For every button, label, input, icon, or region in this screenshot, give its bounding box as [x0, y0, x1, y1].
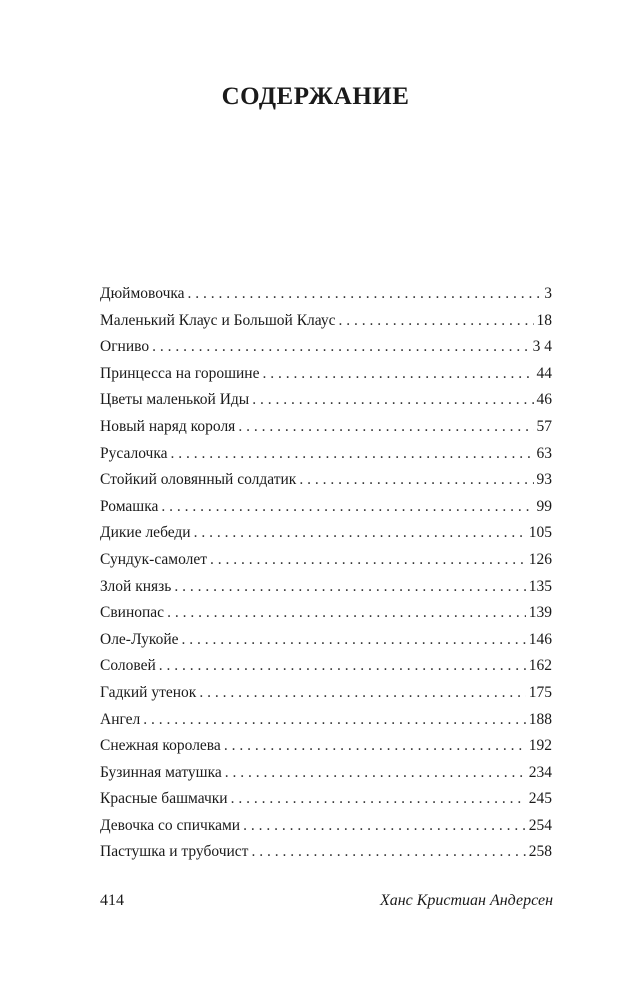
toc-entry: [100, 441, 552, 468]
toc-entry-title: Девочка со спичками: [100, 816, 241, 834]
toc-leader-dots: [251, 839, 525, 866]
toc-entry: [100, 467, 552, 494]
toc-entry: [100, 414, 552, 441]
toc-entry: [100, 520, 552, 547]
toc-entry-title: Русалочка: [100, 444, 168, 462]
toc-leader-dots: [174, 574, 525, 601]
toc-leader-dots: [182, 627, 526, 654]
toc-leader-dots: [161, 494, 533, 521]
toc-entry-page: 63: [536, 444, 552, 462]
toc-entry-page: 99: [536, 497, 552, 515]
toc-entry: [100, 361, 552, 388]
toc-entry-title: Ангел: [100, 710, 141, 728]
toc-leader-dots: [339, 308, 534, 335]
toc-entry-title: Свинопас: [100, 604, 165, 622]
toc-entry-page: 3 4: [532, 338, 552, 356]
toc-entry-page: 126: [528, 550, 552, 568]
toc-entry-title: Ромашка: [100, 497, 159, 515]
toc-entry-title: Принцесса на горошине: [100, 364, 260, 382]
toc-entry-page: 162: [528, 657, 552, 675]
toc-entry-page: 57: [536, 417, 552, 435]
toc-entry: [100, 627, 552, 654]
toc-entry-page: 146: [528, 630, 552, 648]
toc-leader-dots: [231, 786, 526, 813]
toc-leader-dots: [243, 813, 526, 840]
toc-leader-dots: [225, 760, 526, 787]
toc-leader-dots: [262, 361, 533, 388]
toc-leader-dots: [152, 334, 530, 361]
toc-entry-title: Злой князь: [100, 577, 172, 595]
toc-leader-dots: [159, 653, 526, 680]
toc-entry-page: 175: [528, 683, 552, 701]
toc-entry: [100, 680, 552, 707]
toc-entry-page: 192: [528, 737, 552, 755]
toc-leader-dots: [252, 387, 533, 414]
toc-entry-title: Пастушка и трубочист: [100, 843, 249, 861]
toc-entry-page: 3: [544, 285, 552, 302]
toc-leader-dots: [238, 414, 533, 441]
toc-entry-title: Дикие лебеди: [100, 524, 191, 542]
toc-entry-page: 188: [528, 710, 552, 728]
toc-leader-dots: [194, 520, 526, 547]
toc-entry-title: Маленький Клаус и Большой Клаус: [100, 311, 336, 329]
toc-leader-dots: [199, 680, 525, 707]
page-title: СОДЕРЖАНИЕ: [221, 83, 410, 110]
toc-leader-dots: [224, 733, 526, 760]
toc-leader-dots: [299, 467, 533, 494]
toc-entry-page: 18: [536, 311, 552, 329]
toc-entry: [100, 786, 552, 813]
toc-entry-title: Стойкий оловянный солдатик: [100, 471, 297, 489]
toc-leader-dots: [143, 707, 525, 734]
toc-entry-title: Бузинная матушка: [100, 763, 222, 781]
toc-entry-page: 105: [528, 524, 552, 542]
toc-entry-title: Гадкий утенок: [100, 683, 197, 701]
toc-entry-title: Сундук-самолет: [100, 550, 208, 568]
toc-entry-page: 245: [528, 790, 552, 808]
toc-entry: [100, 308, 552, 335]
toc-entry-title: Соловей: [100, 657, 156, 675]
toc-entry-page: 93: [536, 471, 552, 489]
toc-entry: [100, 813, 552, 840]
toc-entry-title: Дюймовочка: [100, 285, 185, 302]
toc-entry-title: Красные башмачки: [100, 790, 228, 808]
toc-leader-dots: [188, 281, 542, 308]
toc-entry: [100, 707, 552, 734]
toc-entry-title: Снежная королева: [100, 737, 221, 755]
footer-author: Ханс Кристиан Андерсен: [379, 892, 553, 909]
toc-entry: [100, 574, 552, 601]
toc-entry: [100, 653, 552, 680]
toc-leader-dots: [171, 441, 534, 468]
toc-entry: [100, 334, 552, 361]
toc-entry: [100, 494, 552, 521]
toc-entry: [100, 733, 552, 760]
table-of-contents: [100, 281, 552, 866]
toc-entry-page: 254: [528, 816, 552, 834]
toc-entry: [100, 760, 552, 787]
toc-entry-title: Цветы маленькой Иды: [100, 391, 250, 409]
footer-page-number: 414: [100, 892, 124, 909]
toc-entry-page: 139: [528, 604, 552, 622]
toc-entry: [100, 600, 552, 627]
toc-entry: [100, 547, 552, 574]
toc-entry-page: 234: [528, 763, 552, 781]
toc-leader-dots: [210, 547, 526, 574]
toc-entry: [100, 281, 552, 308]
toc-entry-title: Оле-Лукойе: [100, 630, 179, 648]
toc-entry-title: Новый наряд короля: [100, 417, 236, 435]
toc-leader-dots: [167, 600, 526, 627]
toc-entry-page: 46: [536, 391, 552, 409]
toc-entry-page: 135: [528, 577, 552, 595]
toc-entry: [100, 839, 552, 866]
toc-entry-page: 258: [528, 843, 552, 861]
toc-entry-page: 44: [536, 364, 552, 382]
toc-entry: [100, 387, 552, 414]
toc-entry-title: Огниво: [100, 338, 150, 356]
